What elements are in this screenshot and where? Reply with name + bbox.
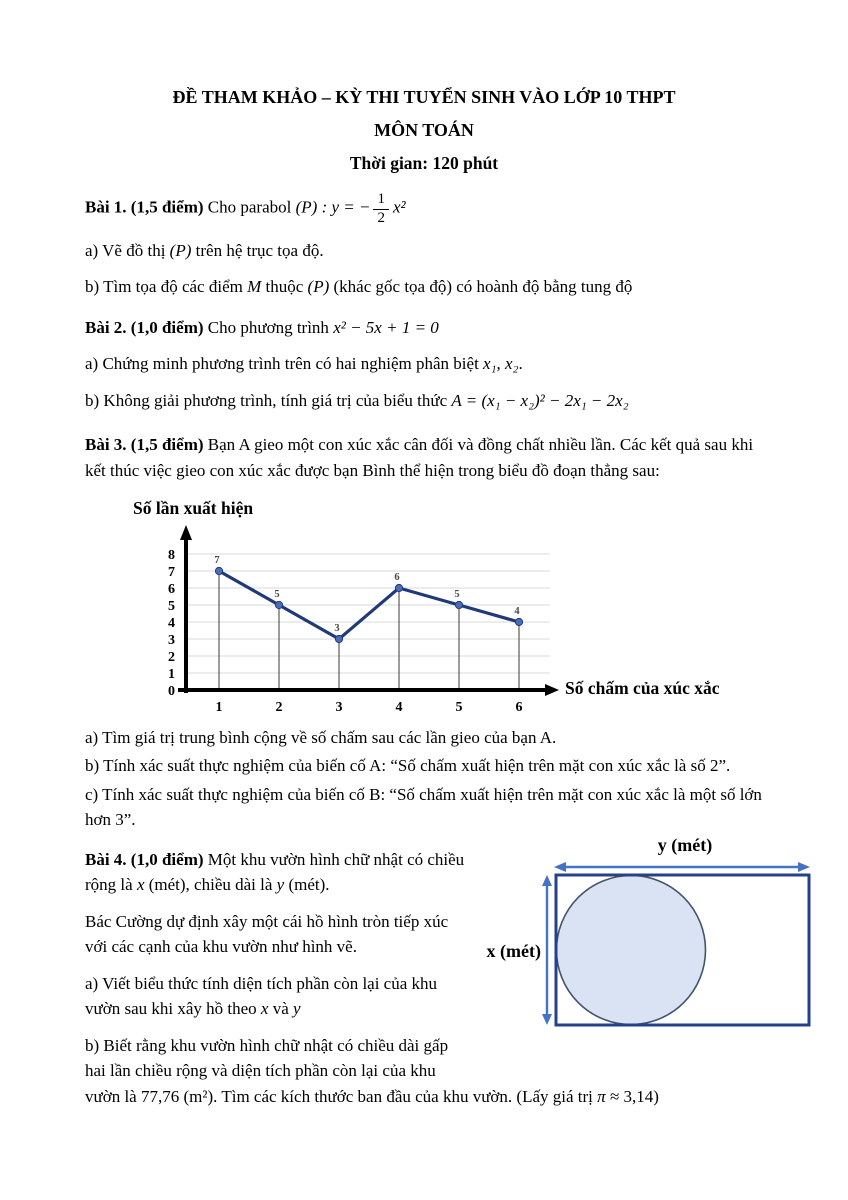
- problem-3-items: [85, 725, 763, 833]
- figure-height-label: x (mét): [486, 940, 541, 961]
- duration-text: Thời gian: 120 phút: [349, 153, 499, 173]
- problem-2a: a) Chứng minh phương trình trên có hai nghiệm phân biệt x₁, x₂.: [85, 354, 523, 374]
- y-tick-label: 4: [168, 615, 175, 631]
- problem-4-section: [85, 834, 763, 1121]
- x-tick-label: 3: [335, 699, 343, 715]
- problem-1b: b) Tìm tọa độ các điểm M thuộc (P) (khác gốc tọa độ) có hoành độ bằng tung độ: [85, 277, 633, 297]
- fraction: $\frac{1}{2}$: [373, 191, 389, 227]
- y-tick-label: 1: [168, 666, 175, 682]
- chart-y-axis-title: Số lần xuất hiện: [133, 498, 254, 519]
- problem-1-intro: Bài 1. (1,5 điểm) Cho parabol (P) : y = − $\frac{1}{2}$ x²: [85, 191, 406, 226]
- subject-title: MÔN TOÁN: [374, 120, 474, 140]
- y-tick-label: 7: [168, 564, 175, 580]
- x-tick-label: 1: [215, 699, 223, 715]
- y-axis-arrowhead: [180, 525, 192, 540]
- y-tick-label: 3: [168, 632, 175, 648]
- data-point-label: 3: [334, 622, 340, 634]
- problem-3b: b) Tính xác suất thực nghiệm của biến cố A: “Số chấm xuất hiện trên mặt con xúc xắc là số 2”.: [85, 756, 731, 775]
- garden-figure: [477, 831, 827, 1039]
- problem-3a: a) Tìm giá trị trung bình cộng về số chấm sau các lần gieo của bạn A.: [85, 727, 557, 747]
- problem-2-intro: Bài 2. (1,0 điểm) Cho phương trình x² − 5x + 1 = 0: [85, 317, 439, 337]
- data-point-label: 5: [274, 588, 280, 600]
- x-axis-arrowhead: [545, 684, 559, 696]
- problem-4b: b) Biết rằng khu vườn hình chữ nhật có chiều dài gấp hai lần chiều rộng và diện tích phần còn lại của khu vườn là 77,76 (m²). Tìm các kích thước ban đầu của khu vườn. (Lấy giá trị π ≈ 3,14): [85, 1035, 659, 1106]
- frequency-chart-block: [129, 495, 763, 721]
- exam-header: [85, 84, 763, 176]
- problem-2b: b) Không giải phương trình, tính giá trị của biểu thức A = (x₁ − x₂)² − 2x₁ − 2x₂: [85, 390, 629, 410]
- chart-x-axis-title: Số chấm của xúc xắc: [565, 677, 720, 698]
- data-point-label: 5: [454, 588, 460, 600]
- data-point-label: 4: [514, 605, 520, 617]
- width-arrowhead-left: [554, 862, 566, 872]
- data-point: [275, 601, 282, 608]
- y-tick-label: 6: [168, 581, 175, 597]
- width-arrowhead-right: [798, 862, 810, 872]
- problem-4-desc: Bác Cường dự định xây một cái hồ hình tròn tiếp xúc với các cạnh của khu vườn như hình vẽ.: [85, 911, 449, 956]
- problem-4a: a) Viết biểu thức tính diện tích phần còn lại của khu vườn sau khi xây hồ theo x và y: [85, 973, 438, 1018]
- x-tick-label: 5: [455, 699, 463, 715]
- problem-1a: a) Vẽ đồ thị (P) trên hệ trục tọa độ.: [85, 240, 324, 260]
- dice-frequency-line-chart: [129, 522, 789, 722]
- exam-title: ĐỀ THAM KHẢO – KỲ THI TUYỂN SINH VÀO LỚP 10 THPT: [172, 87, 676, 107]
- data-point: [455, 601, 462, 608]
- y-tick-label: 0: [168, 683, 175, 699]
- problem-3c: c) Tính xác suất thực nghiệm của biến cố B: “Số chấm xuất hiện trên mặt con xúc xắc là một số lớn hơn 3”.: [85, 784, 762, 829]
- data-point: [395, 584, 402, 591]
- height-arrowhead-top: [542, 875, 552, 886]
- data-point: [335, 635, 342, 642]
- data-point: [215, 567, 222, 574]
- y-tick-label: 5: [168, 598, 175, 614]
- pond-circle: [557, 875, 706, 1024]
- data-point-label: 6: [394, 571, 400, 583]
- height-arrowhead-bottom: [542, 1014, 552, 1025]
- x-tick-label: 2: [275, 699, 283, 715]
- data-point-label: 7: [214, 554, 220, 566]
- data-point: [515, 618, 522, 625]
- figure-width-label: y (mét): [657, 834, 713, 855]
- x-tick-label: 6: [515, 699, 523, 715]
- problem-3-intro: Bài 3. (1,5 điểm) Bạn A gieo một con xúc xắc cân đối và đồng chất nhiều lần. Các kết quả sau khi kết thúc việc gieo con xúc xắc được bạn Bình thể hiện trong biểu đồ đoạn thẳng sau:: [85, 435, 754, 480]
- problem-4-intro: Bài 4. (1,0 điểm) Một khu vườn hình chữ nhật có chiều rộng là x (mét), chiều dài là y (mét).: [85, 849, 465, 894]
- y-tick-label: 8: [168, 547, 175, 563]
- y-tick-label: 2: [168, 649, 175, 665]
- x-tick-label: 4: [395, 699, 403, 715]
